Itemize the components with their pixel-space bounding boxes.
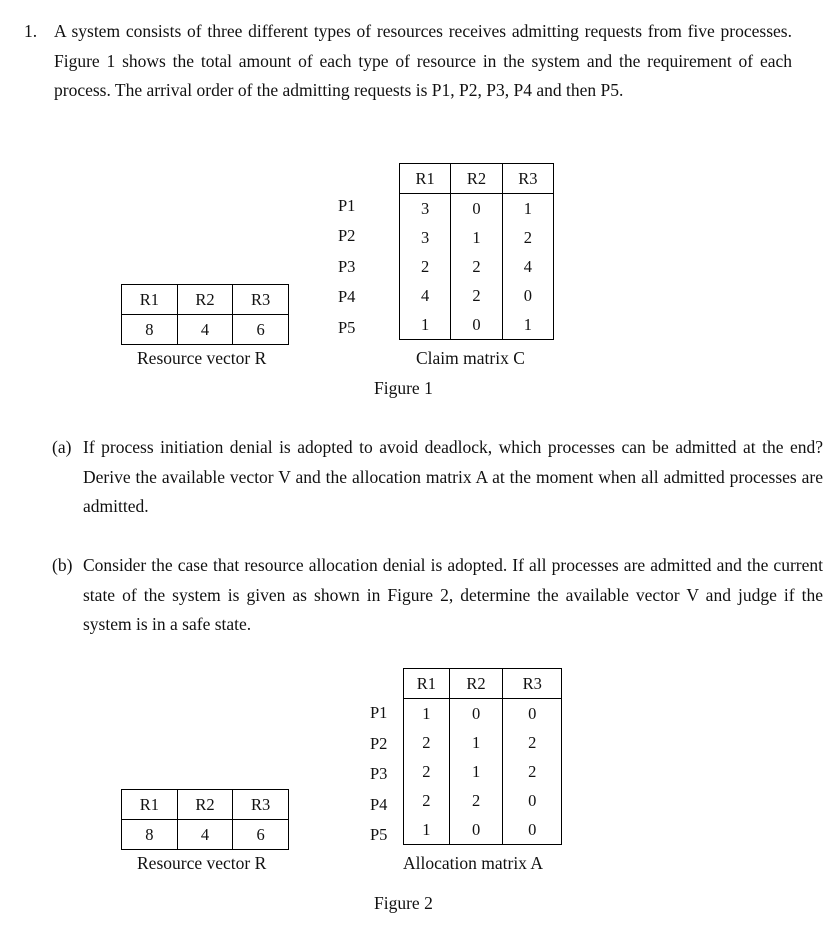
claim-matrix-caption: Claim matrix C: [416, 348, 525, 368]
row-label: P5: [370, 825, 388, 844]
table-cell: 3: [400, 194, 451, 224]
table-row: [400, 281, 554, 310]
table-row: [404, 699, 562, 729]
table-cell: 2: [451, 281, 502, 310]
table-header-row: [400, 164, 554, 194]
figure1-caption: Figure 1: [374, 378, 433, 398]
part-a-text: [52, 433, 823, 522]
part-b-text: [52, 551, 823, 640]
table-row: [400, 252, 554, 281]
table-row: [122, 820, 289, 850]
row-label: P4: [370, 795, 388, 814]
table-row: [122, 285, 289, 315]
table-cell: 6: [233, 820, 289, 850]
table-cell: 1: [449, 757, 503, 786]
table-cell: R2: [177, 790, 233, 820]
table-cell: 0: [502, 281, 553, 310]
fig1-resource-vector-table: [121, 284, 289, 345]
allocation-matrix-table: [403, 668, 562, 845]
part-b-body: Consider the case that resource allocation denial is adopted. If all processes are admitted and the current state of the system is given as shown in Figure 2, determine the available vector V and judge if the system is in a safe state.: [83, 555, 823, 634]
table-cell: 4: [177, 820, 233, 850]
table-cell: 0: [503, 786, 562, 815]
table-cell: 0: [503, 699, 562, 729]
column-header: R2: [451, 164, 502, 194]
table-cell: R3: [233, 285, 289, 315]
figure2-caption: Figure 2: [374, 893, 433, 913]
column-header: R3: [503, 669, 562, 699]
table-row: [404, 786, 562, 815]
fig1-resource-vector-caption: Resource vector R: [137, 348, 267, 368]
table-cell: 2: [451, 252, 502, 281]
table-row: [404, 815, 562, 845]
table-cell: 2: [404, 786, 450, 815]
table-row: [400, 310, 554, 340]
table-row: [404, 757, 562, 786]
table-cell: 1: [400, 310, 451, 340]
table-cell: 1: [502, 194, 553, 224]
table-cell: 8: [122, 315, 178, 345]
table-cell: 3: [400, 223, 451, 252]
table-row: [400, 223, 554, 252]
row-label: P2: [338, 226, 356, 245]
row-label: P5: [338, 318, 356, 337]
table-row: [122, 315, 289, 345]
column-header: R1: [400, 164, 451, 194]
row-label: P4: [338, 287, 356, 306]
table-row: [404, 728, 562, 757]
row-label: P3: [338, 257, 356, 276]
table-row: [400, 194, 554, 224]
column-header: R3: [502, 164, 553, 194]
table-cell: 0: [451, 194, 502, 224]
allocation-matrix-caption: Allocation matrix A: [403, 853, 543, 873]
table-cell: 2: [503, 728, 562, 757]
table-cell: 0: [449, 815, 503, 845]
table-cell: 2: [502, 223, 553, 252]
table-cell: 0: [449, 699, 503, 729]
row-label: P1: [338, 196, 356, 215]
part-a-label: (a): [52, 437, 72, 457]
part-b-label: (b): [52, 555, 73, 575]
table-cell: R1: [122, 790, 178, 820]
table-header-row: [404, 669, 562, 699]
question-text: A system consists of three different types of resources receives admitting requests from five processes. Figure 1 shows the total amount of each type of resource in the system and the requirement of each process. The arrival order of the admitting requests is P1, P2, P3, P4 and then P5.: [54, 21, 792, 100]
table-cell: 8: [122, 820, 178, 850]
row-label: P1: [370, 703, 388, 722]
table-cell: 1: [451, 223, 502, 252]
table-cell: R2: [177, 285, 233, 315]
table-cell: 6: [233, 315, 289, 345]
question-number: 1.: [24, 21, 38, 41]
table-cell: 2: [404, 757, 450, 786]
table-cell: 2: [503, 757, 562, 786]
table-cell: R3: [233, 790, 289, 820]
table-cell: 2: [449, 786, 503, 815]
table-cell: R1: [122, 285, 178, 315]
table-cell: 4: [400, 281, 451, 310]
table-cell: 0: [503, 815, 562, 845]
column-header: R1: [404, 669, 450, 699]
claim-matrix-table: [399, 163, 554, 340]
fig2-resource-vector-table: [121, 789, 289, 850]
table-cell: 2: [404, 728, 450, 757]
table-cell: 4: [502, 252, 553, 281]
column-header: R2: [449, 669, 503, 699]
table-cell: 1: [404, 815, 450, 845]
row-label: P3: [370, 764, 388, 783]
table-cell: 4: [177, 315, 233, 345]
table-cell: 1: [404, 699, 450, 729]
part-a-body: If process initiation denial is adopted to avoid deadlock, which processes can be admitted at the end? Derive the available vector V and the allocation matrix A at the moment when all admitted processes are admitted.: [83, 437, 823, 516]
fig2-resource-vector-caption: Resource vector R: [137, 853, 267, 873]
table-row: [122, 790, 289, 820]
table-cell: 0: [451, 310, 502, 340]
table-cell: 1: [502, 310, 553, 340]
table-cell: 2: [400, 252, 451, 281]
row-label: P2: [370, 734, 388, 753]
table-cell: 1: [449, 728, 503, 757]
